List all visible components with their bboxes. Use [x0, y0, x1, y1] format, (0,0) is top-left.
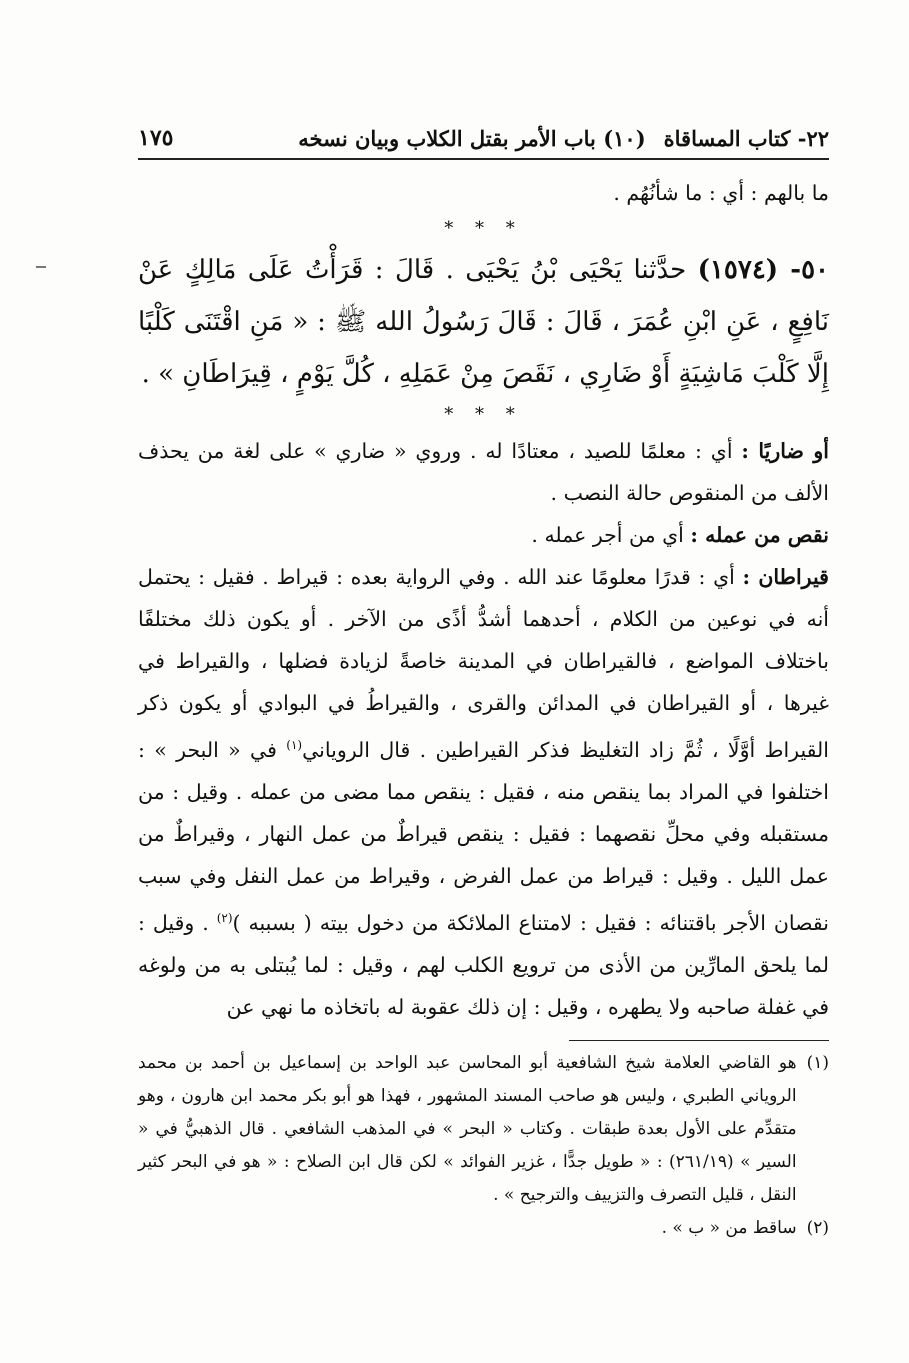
commentary-paragraph	[138, 556, 829, 1028]
footnote-ref[interactable]: (٢)	[216, 910, 233, 925]
commentary-text: . وقيل : لما يلحق المارِّين من الأذى من ترويع الكلب لهم ، وقيل : لما يُبتلى به من ولوغه في غفلة صاحبه ولا يطهره ، وقيل : إن ذلك عقوبة له باتخاذه ما نهي عن	[138, 910, 829, 1019]
gloss-line: ما بالهم : أي : ما شأنُهُم .	[613, 181, 829, 205]
footnote-item	[138, 1047, 829, 1212]
commentary-text: في « البحر » : اختلفوا في المراد بما ينقص منه ، فقيل : ينقص مما مضى من عمله . وقيل : من مستقبله وفي محلِّ نقصهما : فقيل : ينقص قيراطٌ من عمل النهار ، وقيراطٌ من عمل الليل . وقيل : قيراط من عمل الفرض ، وقيراط من عمل النفل وفي سبب نقصان الأجر باقتنائه : فقيل : لامتناع الملائكة من دخول بيته ( بسببه )	[138, 737, 829, 935]
hadith-number: ٥٠- (١٥٧٤)	[697, 255, 829, 285]
commentary-text: أي من أجر عمله .	[531, 523, 691, 547]
main-text	[138, 172, 829, 1028]
commentary-term: قيراطان :	[742, 565, 829, 589]
footnotes	[138, 1040, 829, 1245]
running-header	[138, 118, 829, 160]
footnote-item	[138, 1212, 829, 1245]
hadith-text: حدَّثنا يَحْيَى بْنُ يَحْيَى . قَالَ : قَرَأْتُ عَلَى مَالِكٍ عَنْ نَافِعٍ ، عَنِ ابْنِ عُمَرَ ، قَالَ : قَالَ رَسُولُ الله ﷺ : « مَنِ اقْتَنَى كَلْبًا إِلَّا كَلْبَ مَاشِيَةٍ أَوْ ضَارِي ، نَقَصَ مِنْ عَمَلِهِ ، كُلَّ يَوْمٍ ، قِيرَاطَانِ » .	[138, 255, 829, 389]
footnote-text: ساقط من « ب » .	[661, 1218, 797, 1238]
footnote-number: (٢)	[806, 1218, 829, 1238]
commentary-term: نقص من عمله :	[690, 523, 829, 547]
commentary-text: أي : معلمًا للصيد ، معتادًا له . وروي « ضاري » على لغة من يحذف الألف من المنقوص حالة النصب .	[138, 439, 829, 505]
section-title: (١٠) باب الأمر بقتل الكلاب وبيان نسخه	[298, 125, 646, 151]
commentary-paragraph	[138, 430, 829, 514]
commentary-term: أو ضاريًا :	[741, 439, 829, 463]
footnote-divider	[569, 1040, 829, 1041]
separator-stars-2: * * *	[444, 404, 523, 425]
header-titles	[298, 126, 829, 151]
footnote-number: (١)	[806, 1053, 829, 1073]
hadith-block	[138, 244, 829, 400]
chapter-title: ٢٢- كتاب المساقاة	[663, 125, 829, 151]
page-number: ١٧٥	[138, 125, 174, 151]
footnote-ref[interactable]: (١)	[286, 738, 303, 752]
separator-stars: * * *	[444, 218, 523, 239]
margin-mark	[36, 266, 46, 268]
footnote-text: هو القاضي العلامة شيخ الشافعية أبو المحاسن عبد الواحد بن إسماعيل بن أحمد بن محمد الروياني الطبري ، وليس هو صاحب المسند المشهور ، فهذا هو أبو بكر محمد ابن هارون ، وهو متقدِّم على الأول بعدة طبقات . وكتاب « البحر » في المذهب الشافعي . قال الذهبيُّ في « السير » (٢٦١/١٩) : « طويل جدًّا ، غزير الفوائد » لكن قال ابن الصلاح : « هو في البحر كثير النقل ، قليل التصرف والتزييف والترجيح » .	[138, 1053, 797, 1205]
commentary-paragraph	[138, 514, 829, 556]
commentary-text: أي : قدرًا معلومًا عند الله . وفي الرواية بعده : قيراط . فقيل : يحتمل أنه في نوعين من الكلام ، أحدهما أشدُّ أذًى من الآخر . أو يكون ذلك مختلفًا باختلاف المواضع ، فالقيراطان في المدينة خاصةً لزيادة فضلها ، والقيراط في غيرها ، أو القيراطان في المدائن والقرى ، والقيراطُ في البوادي أو يكون ذكر القيراط أوَّلًا ، ثُمَّ زاد التغليظ فذكر القيراطين . قال الروياني	[138, 565, 829, 762]
